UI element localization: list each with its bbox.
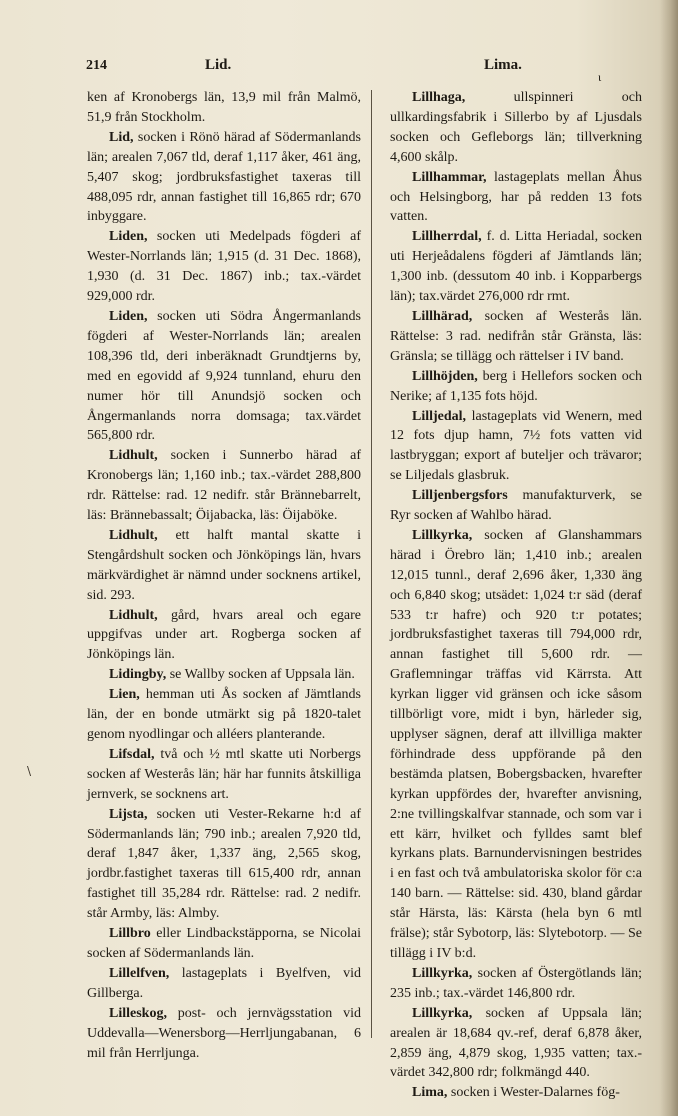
dictionary-entry bbox=[87, 526, 361, 606]
dictionary-entry bbox=[87, 745, 361, 805]
entry-headword: Lillkyrka, bbox=[412, 1005, 473, 1021]
running-header bbox=[0, 52, 678, 84]
entry-headword: Lillkyrka, bbox=[412, 965, 473, 981]
entry-headword: Lillhärad, bbox=[412, 308, 473, 324]
dictionary-entry bbox=[390, 88, 642, 168]
dictionary-entry bbox=[87, 446, 361, 526]
entry-text: socken i Rönö härad af Södermanlands län; arealen 7,067 tld, deraf 1,117 åker, 461 äng, 5,407 skog; jordbruksfastighet taxeras till 488,095 rdr, annan fastighet till 16,865 rdr; 670 inbyggare. bbox=[87, 129, 361, 225]
dictionary-entry bbox=[390, 227, 642, 307]
dictionary-entry bbox=[87, 964, 361, 1004]
entry-headword: Lillelfven, bbox=[109, 965, 170, 981]
dictionary-entry bbox=[390, 486, 642, 526]
entry-headword: Lillkyrka, bbox=[412, 527, 473, 543]
entry-headword: Lima, bbox=[412, 1085, 448, 1101]
entry-headword: Lillhöjden, bbox=[412, 368, 478, 384]
entry-text: eller Lindbackstäpporna, se Nicolai socken af Södermanlands län. bbox=[87, 926, 361, 961]
entry-headword: Lien, bbox=[109, 687, 140, 703]
entry-text: ett halft mantal skatte i Stengårdshult socken och Jönköpings län, hvars märkvärdighet är nämnd under socknens artikel, sid. 293. bbox=[87, 527, 361, 603]
dictionary-entry bbox=[87, 1004, 361, 1064]
entry-headword: Lillbro bbox=[109, 926, 151, 942]
dictionary-entry bbox=[87, 128, 361, 228]
entry-headword: Lilleskog, bbox=[109, 1005, 167, 1021]
entry-text: socken af Uppsala län; arealen är 18,684 qv.-ref, deraf 6,878 åker, 2,859 äng, 4,879 skog, 1,935 vatten; tax.-värdet 342,800 rdr; folkmängd 440. bbox=[390, 1005, 642, 1081]
entry-headword: Lillhammar, bbox=[412, 169, 487, 185]
dictionary-entry bbox=[390, 367, 642, 407]
entry-headword: Lillherrdal, bbox=[412, 229, 482, 245]
entry-headword: Liden, bbox=[109, 308, 148, 324]
entry-text: post- och jernvägsstation vid Uddevalla—Wenersborg—Herrljungabanan, 6 mil från Herrljunga. bbox=[87, 1005, 361, 1061]
dictionary-entry bbox=[390, 526, 642, 964]
entry-headword: Lid, bbox=[109, 129, 134, 145]
entry-text: socken uti Medelpads fögderi af Wester-Norrlands län; 1,915 (d. 31 Dec. 1868), 1,930 (d. 31 Dec. 1867) inb.; tax.-värdet 929,000 rdr. bbox=[87, 229, 361, 305]
dictionary-entry bbox=[87, 307, 361, 446]
entry-text: lastageplats i Byelfven, vid Gillberga. bbox=[87, 965, 361, 1001]
entry-headword: Lillhaga, bbox=[412, 90, 466, 105]
entry-text: socken i Sunnerbo härad af Kronobergs län; 1,160 inb.; tax.-värdet 288,800 rdr. Rättelse: rad. 12 nedifr. står Brännebarrelt, läs: Brännebassalt; Öijabacka, läs: Öijaböke. bbox=[87, 448, 361, 524]
entry-headword: Lijsta, bbox=[109, 806, 148, 822]
header-keyword-left: Lid. bbox=[205, 57, 232, 73]
entry-text: lastageplats vid Wenern, med 12 fots djup hamn, 7½ fots vatten vid lastbryggan; export af buteljer och trävaror; se Liljedals glasbruk. bbox=[390, 408, 642, 484]
dictionary-entry bbox=[87, 227, 361, 307]
entry-text: lastageplats mellan Åhus och Helsingborg, har på redden 13 fots vatten. bbox=[390, 169, 642, 225]
dictionary-entry bbox=[390, 307, 642, 367]
dictionary-entry bbox=[390, 1083, 642, 1103]
entry-headword: Lilljenbergsfors bbox=[412, 488, 508, 504]
entry-headword: Lidhult, bbox=[109, 448, 158, 464]
entry-text: socken uti Vester-Rekarne h:d af Södermanlands län; 790 inb.; arealen 7,920 tld, deraf 1,847 åker, 1,337 äng, 2,565 skog, jordbr.fastighet taxeras till 615,400 rdr, annan fastighet till 35,284 rdr. Rättelse: rad. 2 nedifr. står Armby, läs: Almby. bbox=[87, 806, 361, 922]
entry-text: manufakturverk, se Ryr socken af Wahlbo härad. bbox=[390, 488, 642, 524]
dictionary-entry bbox=[87, 685, 361, 745]
entry-text: hemman uti Ås socken af Jämtlands län, der en bonde utmärkt sig på 1820-talet genom nyodlingar och alléers planterande. bbox=[87, 687, 361, 742]
entry-text: socken af Glanshammars härad i Örebro län; 1,410 inb.; arealen 12,015 tunnl., deraf 2,696 åker, 1,330 äng och 6,840 skog; utsädet: 1,024 t:r säd (deraf 533 t:r hafre) och 920 t:r potates; jordbruksfastighet taxeras till 794,000 rdr, annan fastighet till 5,600 rdr. — Graflemningar träffas vid Kärrsta. Att kyrkan ligger vid gränsen och icke såsom tillbörligt vore, midt i byn, härleder sig, upplyser sägnen, deraf att illvilliga makter förhindrade dess uppförande på den bestämda platsen, Bobergsbacken, hvarefter kyrkan uppfördes der, hvarefter anvisning, 2:ne tvillingskalfvar stannade, och som var i ett kärr, hvilket och fylldes samt blef kyrkans plats. Barnundervisningen bestrides i en fast och två ambulatoriska skolor för c:a 140 barn. — Rättelse: sid. 430, bland gårdar står Härsta, läs: Kärsta (hela byn 6 mtl frälse); står Sybotorp, läs: Slytebotorp. — Se tillägg i IV b:d. bbox=[390, 527, 642, 961]
dictionary-entry bbox=[87, 665, 361, 685]
page-number: 214 bbox=[86, 58, 107, 73]
entry-text: berg i Hellefors socken och Nerike; af 1,135 fots höjd. bbox=[390, 368, 642, 404]
right-column bbox=[390, 88, 642, 1103]
header-tick-mark: ι bbox=[598, 70, 602, 84]
entry-headword: Lifsdal, bbox=[109, 746, 155, 762]
entry-headword: Lidhult, bbox=[109, 607, 158, 623]
margin-mark: \ bbox=[27, 764, 32, 778]
entry-text: socken af Westerås län. Rättelse: 3 rad. nedifrån står Gränsta, läs: Gränsla; se tillägg och rättelser i IV band. bbox=[390, 308, 642, 364]
dictionary-entry bbox=[390, 964, 642, 1004]
entry-text: ken af Kronobergs län, 13,9 mil från Malmö, 51,9 från Stockholm. bbox=[87, 90, 361, 125]
dictionary-entry bbox=[390, 168, 642, 228]
entry-text: socken uti Södra Ångermanlands fögderi af Wester-Norrlands län; arealen 108,396 tld, deri inberäknadt Grundtjerns by, med en egovidd af 9,924 tunnland, ehuru den numer hör till Anundsjö socken och Ångermanlands norra domsaga; tax.värdet 565,800 rdr. bbox=[87, 308, 361, 444]
entry-text: socken af Östergötlands län; 235 inb.; tax.-värdet 146,800 rdr. bbox=[390, 965, 642, 1001]
binding-shadow bbox=[660, 0, 678, 1116]
dictionary-entry bbox=[87, 924, 361, 964]
entry-text: ullspinneri och ullkardingsfabrik i Sillerbo by af Ljusdals socken och Gefleborgs län; tillverkning 4,600 skålp. bbox=[390, 90, 642, 165]
column-divider bbox=[371, 90, 372, 1038]
entry-text: gård, hvars areal och egare uppgifvas under art. Rogberga socken af Jönköpings län. bbox=[87, 607, 361, 663]
entry-headword: Liden, bbox=[109, 229, 148, 245]
dictionary-entry bbox=[87, 805, 361, 924]
dictionary-entry bbox=[390, 1004, 642, 1084]
left-column bbox=[87, 88, 361, 1063]
dictionary-entry bbox=[390, 407, 642, 487]
dictionary-entry bbox=[87, 606, 361, 666]
entry-headword: Lidingby, bbox=[109, 667, 167, 683]
entry-headword: Lilljedal, bbox=[412, 408, 467, 424]
entry-text: f. d. Litta Heriadal, socken uti Herjeådalens fögderi af Jämtlands län; 1,300 inb. (dessutom 40 inb. i Kopparbergs län); tax.värdet 276,000 rdr rmt. bbox=[390, 229, 642, 305]
entry-text: två och ½ mtl skatte uti Norbergs socken af Westerås län; här har funnits åtskilliga jernverk, se socknens art. bbox=[87, 746, 361, 802]
header-keyword-right: Lima. bbox=[484, 57, 522, 73]
entry-text: socken i Wester-Dalarnes fög- bbox=[447, 1085, 620, 1101]
dictionary-entry bbox=[87, 88, 361, 128]
entry-text: se Wallby socken af Uppsala län. bbox=[166, 667, 355, 683]
entry-headword: Lidhult, bbox=[109, 527, 158, 543]
